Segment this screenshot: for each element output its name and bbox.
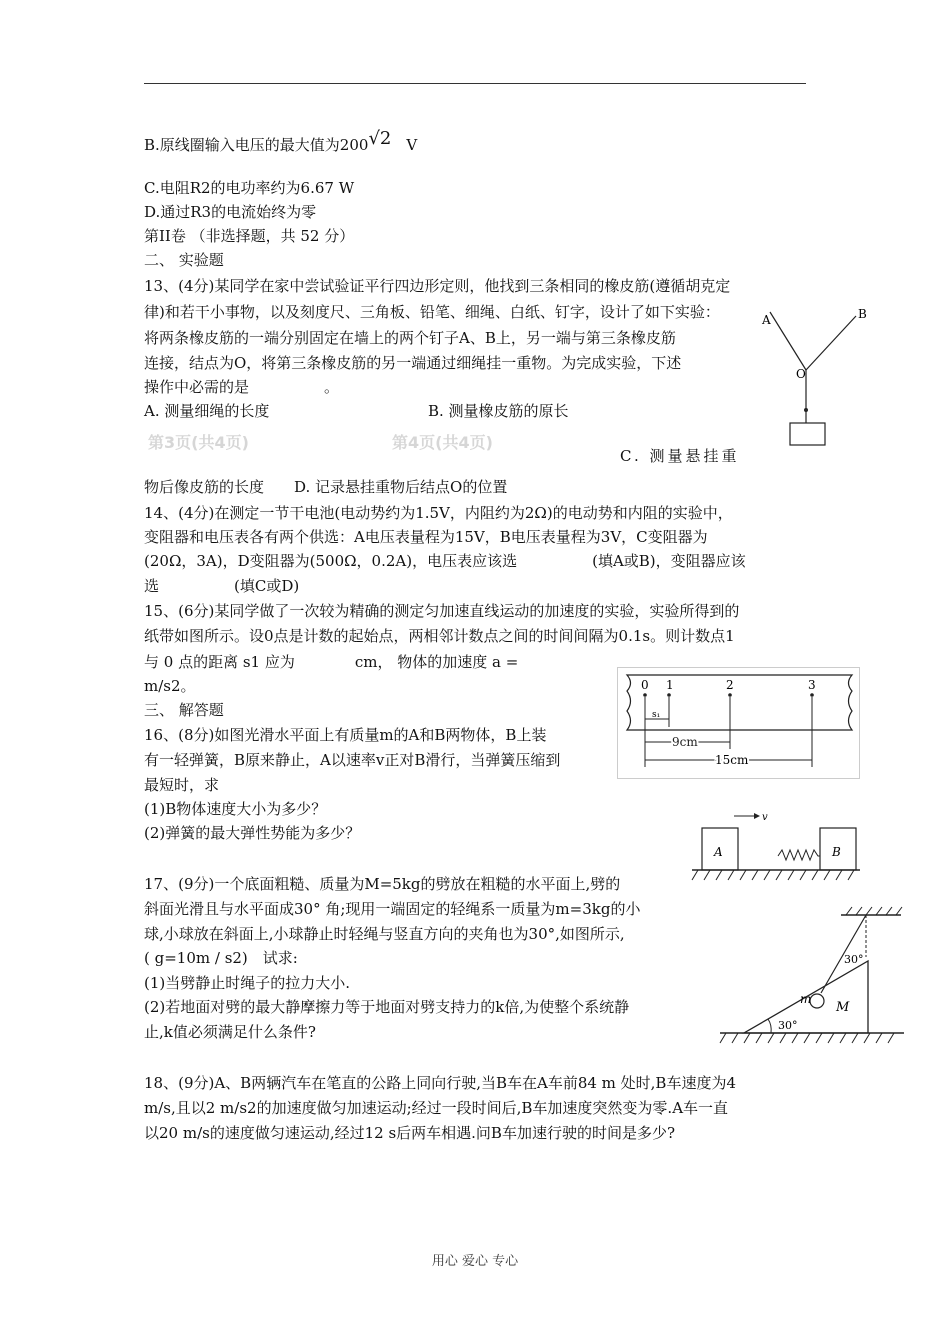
q15-line4: m/s2。 xyxy=(144,677,196,695)
watermark-page3: 第3页(共4页) xyxy=(148,433,249,452)
q16-line2: 有一轻弹簧，B原来静止，A以速率v正对B滑行，当弹簧压缩到 xyxy=(144,751,561,769)
header-rule xyxy=(144,83,806,84)
tape-15cm: 15cm xyxy=(715,753,749,767)
q16-line3: 最短时，求 xyxy=(144,776,220,794)
block-a-label: A xyxy=(714,845,723,859)
q17-line1: 17、(9分)一个底面粗糙、质量为M=5kg的劈放在粗糙的水平面上,劈的 xyxy=(144,875,621,893)
rubber-band-figure xyxy=(748,298,888,463)
tape-0: 0 xyxy=(641,678,649,692)
q18-line1: 18、(9分)A、B两辆汽车在笔直的公路上同向行驶,当B车在A车前84 m 处时,B车速度为4 xyxy=(144,1074,736,1092)
q17-line4: ( g=10m / s2) 试求: xyxy=(144,949,298,967)
q13-option-b: B. 测量橡皮筋的原长 xyxy=(428,402,569,420)
q16-line1: 16、(8分)如图光滑水平面上有质量m的A和B两物体，B上装 xyxy=(144,726,547,744)
q13-line2: 律)和若干小事物，以及刻度尺、三角板、铅笔、细绳、白纸、钉字，设计了如下实验： xyxy=(144,303,720,321)
tape-3: 3 xyxy=(808,678,816,692)
label-a: A xyxy=(762,313,771,327)
sqrt-two: √2 xyxy=(368,128,392,149)
q13-line1: 13、(4分)某同学在家中尝试验证平行四边形定则，他找到三条相同的橡皮筋(遵循胡克定 xyxy=(144,277,731,295)
q13-line3: 将两条橡皮筋的一端分别固定在墙上的两个钉子A、B上，另一端与第三条橡皮筋 xyxy=(144,329,676,347)
q15-line1: 15、(6分)某同学做了一次较为精确的测定匀加速直线运动的加速度的实验，实验所得到的 xyxy=(144,602,740,620)
page-footer: 用心 爱心 专心 xyxy=(431,1254,519,1269)
option-c: C.电阻R2的电功率约为6.67 W xyxy=(144,179,355,197)
q14-line3: (20Ω，3A)，D变阻器为(500Ω，0.2A)，电压表应该选 (填A或B)，变阻器应该 xyxy=(144,552,746,570)
q13-line4: 连接，结点为O，将第三条橡皮筋的另一端通过细绳挂一重物。为完成实验，下述 xyxy=(144,354,682,372)
label-b: B xyxy=(858,307,867,321)
part2-title: 第II卷 （非选择题，共 52 分） xyxy=(144,227,355,245)
q17-line6: (2)若地面对劈的最大静摩擦力等于地面对劈支持力的k倍,为使整个系统静 xyxy=(144,998,630,1016)
q14-line1: 14、(4分)在测定一节干电池(电动势约为1.5V，内阻约为2Ω)的电动势和内阻的实验中， xyxy=(144,504,733,522)
q13-line7: 物后像皮筋的长度 D. 记录悬挂重物后结点O的位置 xyxy=(144,478,508,496)
paper-tape-figure xyxy=(617,667,860,779)
tape-s1: s₁ xyxy=(652,710,661,720)
q15-line2: 纸带如图所示。设0点是计数的起始点，两相邻计数点之间的时间间隔为0.1s。则计数点1 xyxy=(144,627,735,645)
wedge-label: M xyxy=(836,1000,850,1015)
angle-top: 30° xyxy=(844,953,864,966)
q16-line4: (1)B物体速度大小为多少？ xyxy=(144,800,327,818)
block-b-label: B xyxy=(832,845,841,859)
angle-bottom: 30° xyxy=(778,1019,798,1032)
watermark-page4: 第4页(共4页) xyxy=(392,433,493,452)
wedge-figure xyxy=(716,905,906,1050)
q15-line3: 与 0 点的距离 s1 应为 cm， 物体的加速度 a = xyxy=(144,653,519,671)
section3-heading: 三、 解答题 xyxy=(144,701,224,719)
q13-line5: 操作中必需的是 。 xyxy=(144,378,340,396)
q17-line7: 止,k值必须满足什么条件? xyxy=(144,1023,316,1041)
label-o: O xyxy=(796,367,806,381)
q18-line3: 以20 m/s的速度做匀速运动,经过12 s后两车相遇.问B车加速行驶的时间是多少? xyxy=(144,1124,675,1142)
q13-option-c: C. 测量悬挂重 xyxy=(620,447,740,465)
q16-line5: (2)弹簧的最大弹性势能为多少？ xyxy=(144,824,361,842)
q13-option-a: A. 测量细绳的长度 xyxy=(144,402,270,420)
q17-line5: (1)当劈静止时绳子的拉力大小. xyxy=(144,974,351,992)
q17-line3: 球,小球放在斜面上,小球静止时轻绳与竖直方向的夹角也为30°,如图所示, xyxy=(144,925,625,943)
q14-line2: 变阻器和电压表各有两个供选：A电压表量程为15V，B电压表量程为3V，C变阻器为 xyxy=(144,528,708,546)
q17-line2: 斜面光滑且与水平面成30° 角;现用一端固定的轻绳系一质量为m=3kg的小 xyxy=(144,900,641,918)
section2-heading: 二、 实验题 xyxy=(144,251,224,269)
blocks-spring-figure xyxy=(688,808,863,888)
q14-line4: 选 (填C或D) xyxy=(144,577,300,595)
velocity-label: v xyxy=(762,812,768,823)
tape-9cm: 9cm xyxy=(672,735,698,749)
tape-1: 1 xyxy=(666,678,674,692)
option-d: D.通过R3的电流始终为零 xyxy=(144,203,317,221)
q18-line2: m/s,且以2 m/s2的加速度做匀加速运动;经过一段时间后,B车加速度突然变为零.A车一直 xyxy=(144,1099,729,1117)
ball-label: m xyxy=(800,992,812,1006)
option-b: B.原线圈输入电压的最大值为200√2 V xyxy=(144,128,418,154)
tape-2: 2 xyxy=(726,678,734,692)
